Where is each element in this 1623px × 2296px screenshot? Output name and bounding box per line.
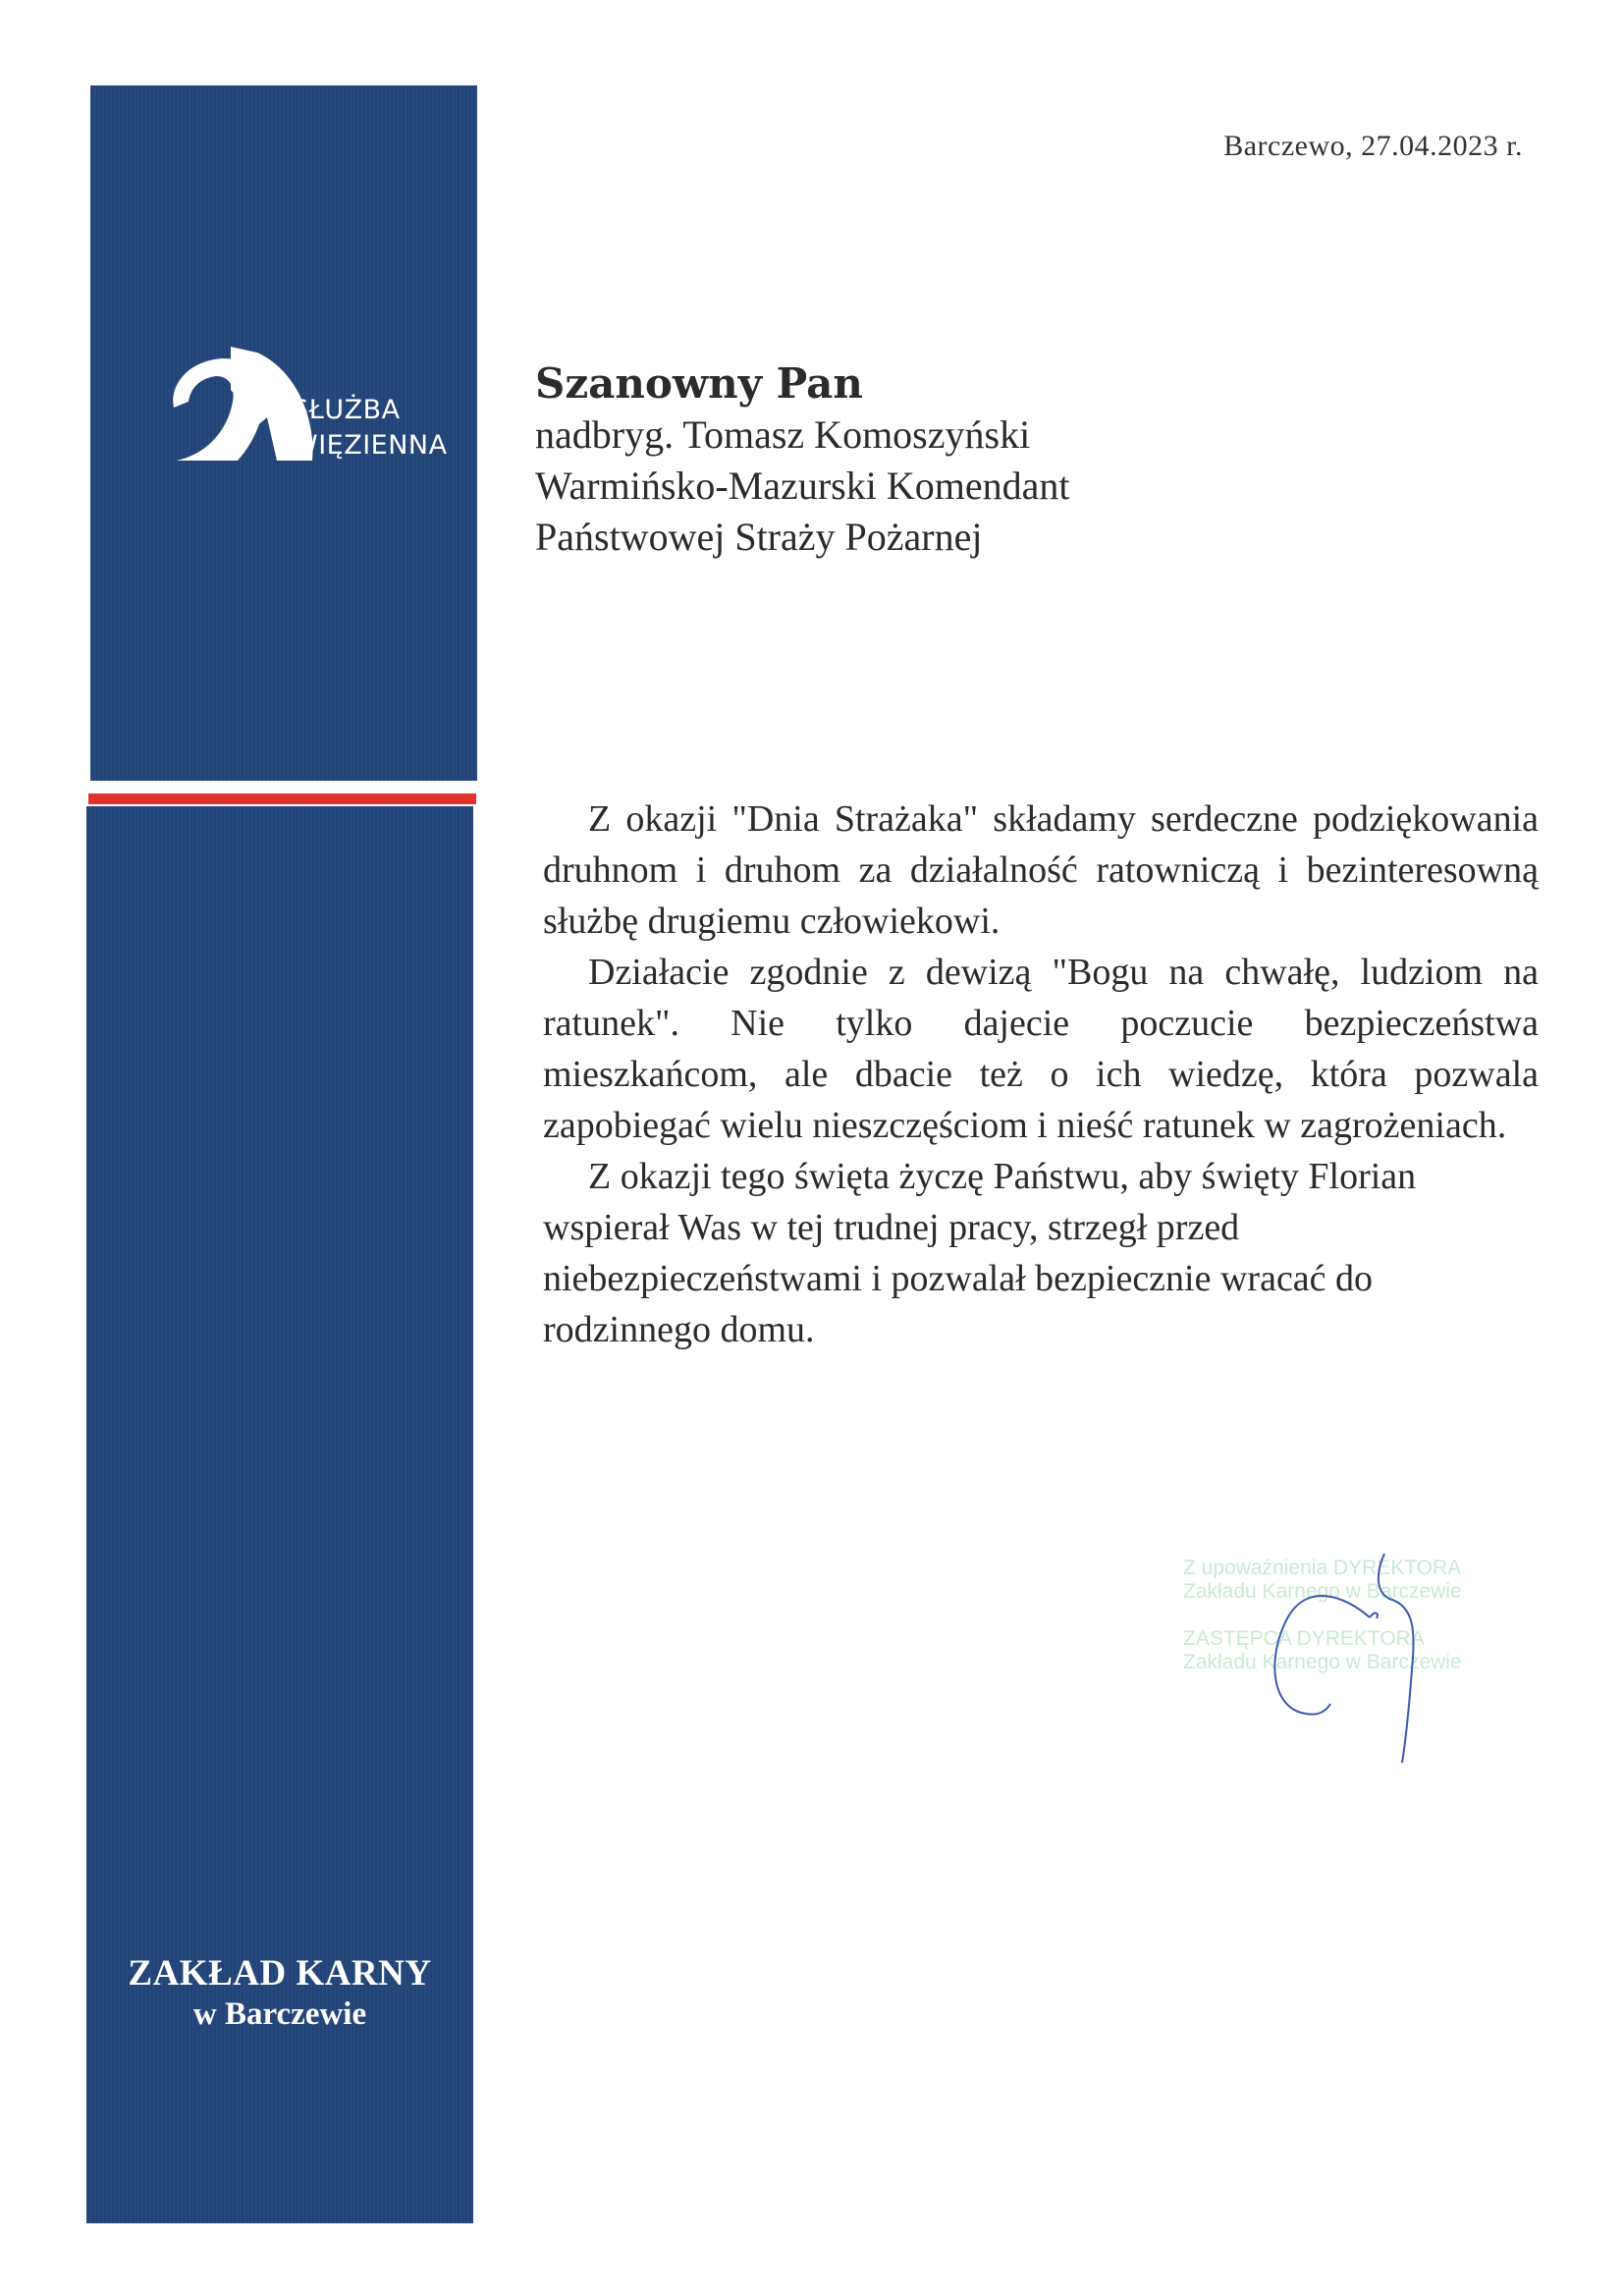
addressee-institution: Państwowej Straży Pożarnej bbox=[535, 515, 983, 559]
letter-body bbox=[543, 793, 1539, 1355]
logo-line1: SŁUŻBA bbox=[292, 395, 401, 425]
red-divider bbox=[88, 793, 476, 804]
logo-text bbox=[292, 393, 448, 464]
stamp-line: ZASTĘPCA DYREKTORA bbox=[1183, 1627, 1425, 1650]
institution-line1: ZAKŁAD KARNY bbox=[128, 1953, 432, 1994]
addressee-block bbox=[535, 358, 1069, 563]
stamp-line: Z upoważnienia DYREKTORA bbox=[1183, 1557, 1462, 1579]
body-paragraph: Działacie zgodnie z dewizą "Bogu na chwałę, ludziom na ratunek". Nie tylko dajecie poczucie bezpieczeństwa mieszkańcom, ale dbacie też o ich wiedzę, która pozwala zapobiegać wielu nieszczęściom i nieść ratunek w zagrożeniach. bbox=[543, 952, 1539, 1146]
letter-date: Barczewo, 27.04.2023 r. bbox=[1223, 130, 1523, 162]
sidebar-bottom-panel bbox=[86, 806, 473, 2223]
stamp-line: Zakładu Karnego w Barczewie bbox=[1183, 1580, 1462, 1603]
institution-line2: w Barczewie bbox=[192, 1996, 367, 2032]
salutation: Szanowny Pan bbox=[535, 359, 863, 408]
logo-line2: WIĘZIENNA bbox=[292, 430, 448, 461]
addressee-name: nadbryg. Tomasz Komoszyński bbox=[535, 412, 1031, 457]
body-paragraph: Z okazji tego święta życzę Państwu, aby święty Florian wspierał Was w tej trudnej pracy, strzegł przed niebezpieczeństwami i pozwalał bezpiecznie wracać do rodzinnego domu. bbox=[543, 1156, 1417, 1350]
handwritten-signature bbox=[1267, 1552, 1424, 1768]
institution-name bbox=[86, 1953, 473, 2034]
addressee-title: Warmińsko-Mazurski Komendant bbox=[535, 464, 1070, 508]
stamp-line: Zakładu Karnego w Barczewie bbox=[1183, 1651, 1462, 1673]
body-paragraph: Z okazji "Dnia Strażaka" składamy serdeczne podziękowania druhnom i druhom za działalność ratowniczą i bezinteresowną służbę drugiemu człowiekowi. bbox=[543, 798, 1539, 942]
sidebar-top-panel bbox=[90, 85, 477, 781]
